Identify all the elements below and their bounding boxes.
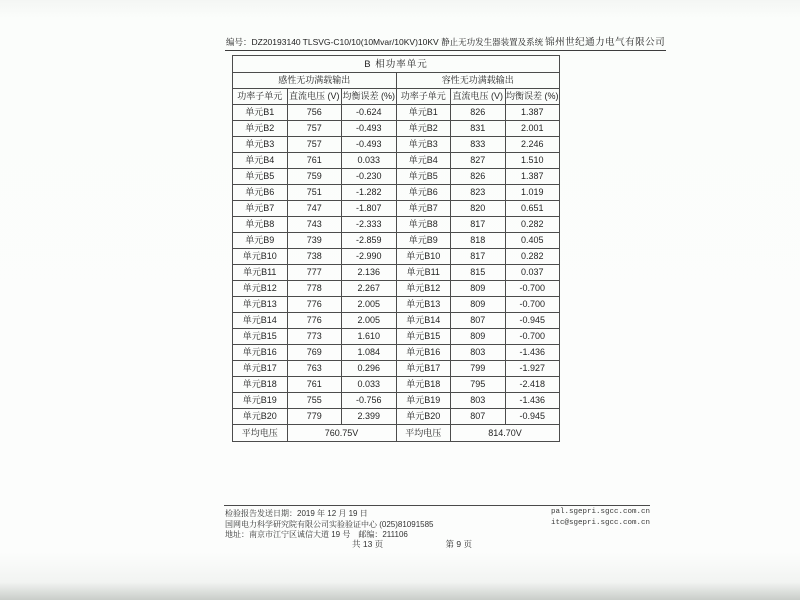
table-cell: 单元B14 — [396, 313, 451, 329]
page-count — [352, 538, 472, 550]
table-row — [233, 185, 560, 201]
table-cell: 826 — [451, 169, 506, 185]
report-number: 编号：DZ20193140 — [225, 36, 302, 51]
table-cell: 单元B2 — [396, 121, 451, 137]
table-cell: -0.493 — [342, 137, 397, 153]
table-cell: 776 — [287, 297, 342, 313]
email-address-2: itc@sgepri.sgcc.com.cn — [550, 519, 650, 527]
table-cell: 757 — [287, 137, 342, 153]
table-cell: 759 — [287, 169, 342, 185]
table-cell: 2.399 — [342, 409, 397, 425]
table-cell: -1.436 — [505, 345, 560, 361]
table-cell: 803 — [451, 393, 506, 409]
table-row — [233, 313, 560, 329]
table-cell: 809 — [451, 297, 506, 313]
table-row — [233, 169, 560, 185]
column-header: 均衡误差 (%) — [342, 89, 397, 105]
table-cell: 779 — [287, 409, 342, 425]
table-cell: 795 — [451, 377, 506, 393]
table-cell: -2.418 — [505, 377, 560, 393]
table-cell: 1.387 — [505, 105, 560, 121]
table-cell: 2.136 — [342, 265, 397, 281]
table-cell: 单元B19 — [233, 393, 288, 409]
table-cell: 单元B15 — [233, 329, 288, 345]
issuing-organization: 国网电力科学研究院有限公司实验验证中心 (025)81091585 — [225, 519, 434, 529]
table-row — [233, 153, 560, 169]
table-cell: 2.001 — [505, 121, 560, 137]
table-cell: 0.037 — [505, 265, 560, 281]
table-cell: 单元B8 — [396, 217, 451, 233]
average-value-right: 814.70V — [451, 425, 560, 442]
table-cell: 757 — [287, 121, 342, 137]
average-value-left: 760.75V — [287, 425, 396, 442]
table-cell: -0.230 — [342, 169, 397, 185]
table-row — [233, 393, 560, 409]
footer-email-block — [551, 507, 650, 529]
table-cell: -1.436 — [505, 393, 560, 409]
table-cell: -1.927 — [505, 361, 560, 377]
table-cell: 单元B13 — [396, 297, 451, 313]
table-cell: 809 — [451, 329, 506, 345]
table-cell: 833 — [451, 137, 506, 153]
table-cell: -0.945 — [505, 409, 560, 425]
table-row — [233, 329, 560, 345]
table-cell: 2.005 — [342, 313, 397, 329]
table-cell: 单元B4 — [396, 153, 451, 169]
table-cell: 1.019 — [505, 185, 560, 201]
table-cell: 826 — [451, 105, 506, 121]
table-cell: 单元B16 — [233, 345, 288, 361]
table-cell: 1.387 — [505, 169, 560, 185]
power-unit-table — [232, 55, 560, 442]
table-cell: -2.333 — [342, 217, 397, 233]
table-row — [233, 105, 560, 121]
doc-title: TLSVG-C10/10(10Mvar/10KV)10KV 静止无功发生器装置及系统 — [302, 36, 544, 51]
table-cell: 827 — [451, 153, 506, 169]
table-cell: 0.033 — [342, 153, 397, 169]
address-line: 地址：南京市江宁区诚信大道 19 号 邮编：211106 — [225, 530, 408, 539]
table-cell: 809 — [451, 281, 506, 297]
group-header-capacitive: 容性无功满载输出 — [396, 73, 560, 89]
average-row — [233, 425, 560, 442]
table-row — [233, 201, 560, 217]
table-cell: 单元B9 — [396, 233, 451, 249]
table-cell: 单元B7 — [233, 201, 288, 217]
table-cell: 739 — [287, 233, 342, 249]
table-row — [233, 409, 560, 425]
page-header — [225, 34, 666, 51]
column-header: 直流电压 (V) — [287, 89, 342, 105]
table-cell: 807 — [451, 313, 506, 329]
table-cell: 单元B7 — [396, 201, 451, 217]
column-header: 均衡误差 (%) — [505, 89, 560, 105]
table-cell: -0.700 — [505, 281, 560, 297]
group-header-inductive: 感性无功满载输出 — [233, 73, 397, 89]
column-header: 直流电压 (V) — [451, 89, 506, 105]
column-header-row — [233, 89, 560, 105]
table-cell: 818 — [451, 233, 506, 249]
table-cell: 773 — [287, 329, 342, 345]
table-cell: 单元B6 — [396, 185, 451, 201]
table-cell: 778 — [287, 281, 342, 297]
table-cell: 单元B5 — [396, 169, 451, 185]
table-cell: 743 — [287, 217, 342, 233]
unit-table-body — [233, 105, 560, 425]
table-row — [233, 345, 560, 361]
average-label-right: 平均电压 — [396, 425, 451, 442]
table-cell: -0.700 — [505, 329, 560, 345]
table-cell: 0.296 — [342, 361, 397, 377]
table-row — [233, 377, 560, 393]
table-row — [233, 137, 560, 153]
current-page: 第 9 页 — [445, 539, 472, 549]
table-cell: 803 — [451, 345, 506, 361]
table-cell: 777 — [287, 265, 342, 281]
table-title-row — [233, 56, 560, 73]
table-cell: 755 — [287, 393, 342, 409]
table-cell: 单元B9 — [233, 233, 288, 249]
table-cell: 单元B20 — [396, 409, 451, 425]
table-cell: -1.807 — [342, 201, 397, 217]
table-cell: 单元B19 — [396, 393, 451, 409]
table-cell: 0.282 — [505, 249, 560, 265]
table-cell: -2.859 — [342, 233, 397, 249]
table-cell: 单元B3 — [233, 137, 288, 153]
table-cell: 747 — [287, 201, 342, 217]
column-header: 功率子单元 — [233, 89, 288, 105]
table-cell: 2.267 — [342, 281, 397, 297]
table-cell: 单元B17 — [233, 361, 288, 377]
table-cell: 单元B1 — [396, 105, 451, 121]
table-cell: 820 — [451, 201, 506, 217]
table-row — [233, 249, 560, 265]
table-cell: -0.756 — [342, 393, 397, 409]
table-cell: 738 — [287, 249, 342, 265]
table-cell: 2.005 — [342, 297, 397, 313]
table-row — [233, 281, 560, 297]
table-cell: 1.510 — [505, 153, 560, 169]
table-cell: 单元B5 — [233, 169, 288, 185]
table-cell: 751 — [287, 185, 342, 201]
table-cell: 823 — [451, 185, 506, 201]
table-cell: 单元B12 — [233, 281, 288, 297]
table-cell: 单元B1 — [233, 105, 288, 121]
column-header: 功率子单元 — [396, 89, 451, 105]
table-cell: 776 — [287, 313, 342, 329]
table-row — [233, 233, 560, 249]
report-sent-date: 检验报告发送日期：2019 年 12 月 19 日 — [225, 509, 368, 518]
table-cell: 831 — [451, 121, 506, 137]
footer-info-block — [225, 509, 434, 541]
table-cell: 769 — [287, 345, 342, 361]
table-cell: -0.493 — [342, 121, 397, 137]
table-cell: 单元B13 — [233, 297, 288, 313]
table-row — [233, 361, 560, 377]
table-cell: -0.945 — [505, 313, 560, 329]
table-title: B 相功率单元 — [233, 56, 560, 73]
table-cell: 单元B15 — [396, 329, 451, 345]
table-cell: 单元B11 — [233, 265, 288, 281]
total-pages: 共 13 页 — [352, 539, 384, 549]
table-cell: -2.990 — [342, 249, 397, 265]
table-cell: 单元B11 — [396, 265, 451, 281]
table-cell: 单元B20 — [233, 409, 288, 425]
table-row — [233, 121, 560, 137]
table-cell: 单元B17 — [396, 361, 451, 377]
table-cell: 单元B10 — [396, 249, 451, 265]
table-cell: 单元B8 — [233, 217, 288, 233]
table-cell: 817 — [451, 217, 506, 233]
table-row — [233, 265, 560, 281]
company-name: 锦州世纪通力电气有限公司 — [544, 34, 666, 51]
table-cell: 761 — [287, 153, 342, 169]
table-cell: 1.610 — [342, 329, 397, 345]
table-cell: 0.651 — [505, 201, 560, 217]
table-cell: 单元B16 — [396, 345, 451, 361]
average-label-left: 平均电压 — [233, 425, 288, 442]
table-cell: -0.624 — [342, 105, 397, 121]
table-cell: 单元B18 — [233, 377, 288, 393]
table-cell: 单元B2 — [233, 121, 288, 137]
table-cell: 815 — [451, 265, 506, 281]
table-cell: 单元B6 — [233, 185, 288, 201]
table-row — [233, 217, 560, 233]
table-cell: 799 — [451, 361, 506, 377]
footer-divider — [224, 505, 650, 506]
table-cell: -1.282 — [342, 185, 397, 201]
table-cell: 单元B3 — [396, 137, 451, 153]
table-cell: 0.282 — [505, 217, 560, 233]
table-cell: -0.700 — [505, 297, 560, 313]
email-address-1: pal.sgepri.sgcc.com.cn — [550, 508, 650, 516]
table-cell: 单元B10 — [233, 249, 288, 265]
table-cell: 单元B4 — [233, 153, 288, 169]
table-row — [233, 297, 560, 313]
table-cell: 0.405 — [505, 233, 560, 249]
table-cell: 单元B12 — [396, 281, 451, 297]
table-cell: 817 — [451, 249, 506, 265]
table-cell: 2.246 — [505, 137, 560, 153]
table-cell: 756 — [287, 105, 342, 121]
group-header-row — [233, 73, 560, 89]
table-cell: 761 — [287, 377, 342, 393]
table-cell: 单元B18 — [396, 377, 451, 393]
table-cell: 单元B14 — [233, 313, 288, 329]
table-cell: 1.084 — [342, 345, 397, 361]
table-cell: 807 — [451, 409, 506, 425]
table-cell: 0.033 — [342, 377, 397, 393]
table-cell: 763 — [287, 361, 342, 377]
